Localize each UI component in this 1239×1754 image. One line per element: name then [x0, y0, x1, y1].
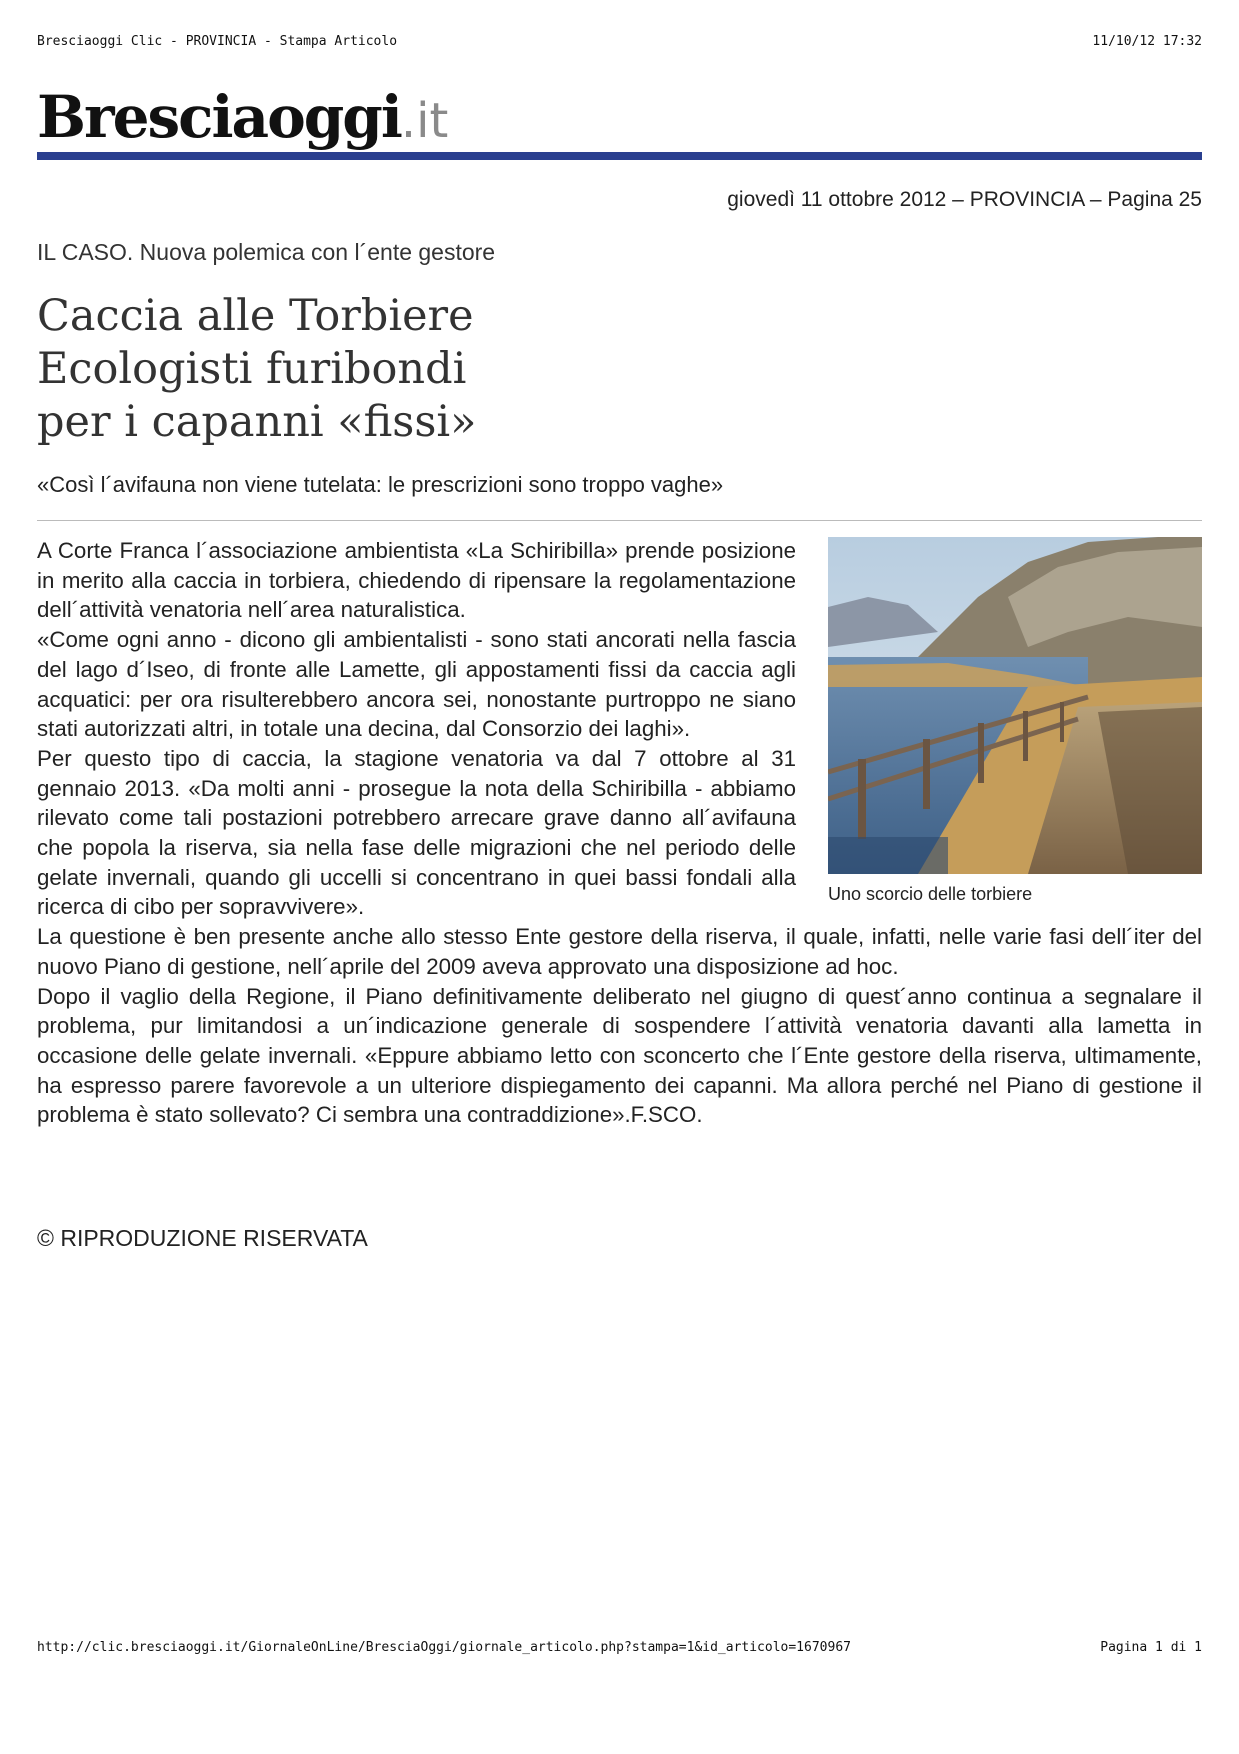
article-paragraph: Per questo tipo di caccia, la stagione venatoria va dal 7 ottobre al 31 gennaio 2013. «Da molti anni - prosegue la nota della Schiribilla - abbiamo rilevato come tali postazioni potrebbero arrecare grave danno all´avifauna che popola la riserva, sia nella fase delle migrazioni che nel periodo delle gelate invernali, quando gli uccelli si concentrano in quei bassi fondali alla ricerca di cibo per sopravvivere».	[37, 745, 796, 920]
masthead-logo[interactable]	[37, 82, 447, 152]
masthead-divider	[37, 152, 1202, 160]
subtitle-divider	[37, 520, 1202, 521]
article-paragraph: «Come ogni anno - dicono gli ambientalisti - sono stati ancorati nella fascia del lago d´Iseo, di fronte alle Lamette, gli appostamenti fissi da caccia agli acquatici: per ora risulterebbero ancora sei, nonostante purtroppo ne siano stati autorizzati altri, in totale una decina, dal Consorzio dei laghi».	[37, 627, 796, 742]
logo-main-text: Bresciaoggi	[37, 83, 401, 151]
print-header	[37, 34, 1202, 54]
print-footer	[37, 1640, 1202, 1660]
headline-line: Ecologisti furibondi	[37, 344, 467, 394]
copyright-notice: © RIPRODUZIONE RISERVATA	[37, 1225, 368, 1251]
headline-line: per i capanni «fissi»	[37, 397, 477, 447]
article-headline	[37, 290, 737, 449]
article-photo-block	[828, 537, 1202, 905]
print-header-title: Bresciaoggi Clic - PROVINCIA - Stampa Articolo	[37, 34, 398, 49]
headline-line: Caccia alle Torbiere	[37, 291, 474, 341]
article-paragraph: Dopo il vaglio della Regione, il Piano definitivamente deliberato nel giugno di quest´anno continua a segnalare il problema, pur limitandosi a un´indicazione generale di sospendere l´attività venatoria davanti alla lametta in occasione delle gelate invernali. «Eppure abbiamo letto con sconcerto che l´Ente gestore della riserva, ultimamente, ha espresso parere favorevole a un ulteriore dispiegamento dei capanni. Ma allora perché nel Piano di gestione il problema è stato sollevato? Ci sembra una contraddizione».F.SCO.	[37, 983, 1202, 1128]
print-footer-page-number: Pagina 1 di 1	[1100, 1640, 1202, 1655]
print-footer-url[interactable]: http://clic.bresciaoggi.it/GiornaleOnLine/BresciaOggi/giornale_articolo.php?stampa=1&id_articolo=1670967	[37, 1640, 851, 1655]
article-subtitle: «Così l´avifauna non viene tutelata: le prescrizioni sono troppo vaghe»	[37, 472, 724, 497]
print-header-datetime: 11/10/12 17:32	[1092, 34, 1202, 49]
logo-suffix-text: .it	[400, 93, 449, 149]
article-paragraph: La questione è ben presente anche allo stesso Ente gestore della riserva, il quale, infatti, nelle varie fasi dell´iter del nuovo Piano di gestione, nell´aprile del 2009 aveva approvato una disposizione ad hoc.	[37, 924, 1202, 979]
edition-line: giovedì 11 ottobre 2012 – PROVINCIA – Pagina 25	[727, 188, 1202, 211]
article-kicker: IL CASO. Nuova polemica con l´ente gestore	[37, 239, 496, 265]
article-paragraph: A Corte Franca l´associazione ambientista «La Schiribilla» prende posizione in merito alla caccia in torbiera, chiedendo di ripensare la regolamentazione dell´attività venatoria nell´area naturalistica.	[37, 538, 796, 623]
photo-caption: Uno scorcio delle torbiere	[828, 884, 1033, 904]
article-body	[37, 536, 1202, 1130]
article-photo	[828, 537, 1202, 874]
